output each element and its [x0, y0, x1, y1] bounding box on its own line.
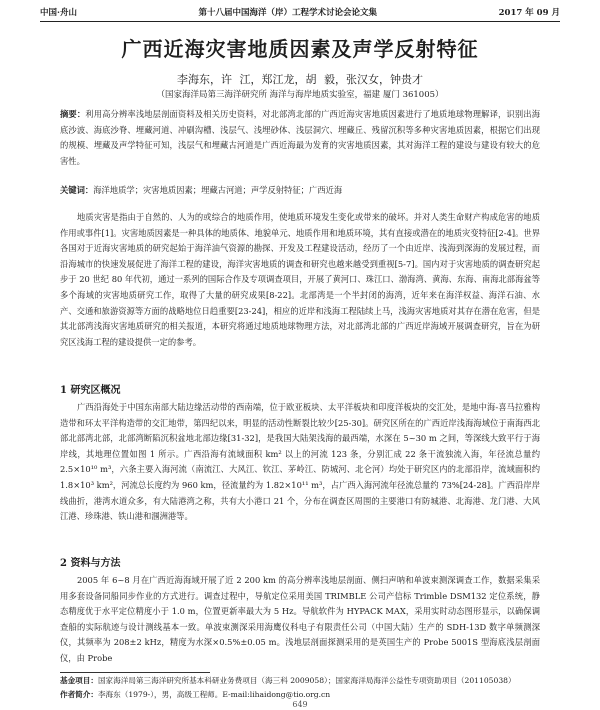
author-list: 李海东，许 江，郑江龙，胡 毅，张汉女，钟贵才 [177, 73, 423, 86]
paper-title: 广西近海灾害地质因素及声学反射特征 [121, 37, 479, 61]
footnote-author [60, 689, 540, 700]
author-bio-text: 李海东（1979-），男，高级工程师。E-mail:lihaidong@tio.org.cn [97, 690, 331, 699]
footnote-fund [60, 675, 540, 686]
section-1-text: 广西沿海处于中国东南部大陆边缘活动带的西南端，位于欧亚板块、太平洋板块和印度洋板块的交汇处，是地中海-喜马拉雅构造带和环太平洋构造带的交汇地带，第四纪以来，明显的活动性断裂比较少[25-30]。研究区所在的广西近岸浅海海域位于南海西北部北部湾北部，北部湾断陷沉积盆地北部边缘[31-32]，是我国大陆架浅海的最西端，水深在 5~30 m 之间，等深线大致平行于海岸线，其地理位置如图 1 所示。广西沿海有流域面积 km² 以上的河流 123 条，分别汇成 22 条干流独流入海，年径流总量约 2.5×10¹⁰ m³，六条主要入海河流（南流江、大风江、钦江、茅岭江、防城河、北仑河）均处于研究区内的北部沿岸，流域面积约 1.8×10³ km²，河流总长度约为 960 km，径流量约为 1.82×10¹¹ m³，占广西入海河流年径流总量约 73%[24-28]。广西沿岸岸线曲折，港湾水道众多，有大陆港湾之称，共有大小港口 21 个，分布在调查区周围的主要港口有防城港、北海港、龙门港、大风江港、珍珠港、铁山港和涠洲港等。 [60, 402, 540, 522]
abstract [60, 107, 540, 169]
intro-paragraph: 地质灾害是指由于自然的、人为的或综合的地质作用，使地质环境发生变化或带来的破坏。并对人类生命财产构成危害的地质作用或事件[1]。灾害地质因素是一种具体的地质体、地貌单元、地质作用和地质环境，其有直接或潜在的地质灾变特征[2-4]。世界各国对于近海灾害地质的研究起始于海洋油气资源的勘探、开发及工程建设活动，经历了一个由近岸、浅海到深海的发展过程，而沿海城市的快速发展促进了海洋工程的建设，海洋灾害地质的调查和研究也越来越受到重视[5-7]。国内对于灾害地质的调查研究起步于 20 世纪 80 年代初，通过一系列的国际合作及专项调查项目，开展了黄河口、珠江口、渤海湾、黄海、东海、南海北部海盆等多个海域的灾害地质研究工作，取得了大量的研究成果[8-22]。北部湾是一个半封闭的海湾，近年来在海洋权益、海洋石油、水产、交通和旅游资源等方面的战略地位日趋重要[23-24]，相应的近岸和浅海工程陆续上马，浅海灾害地质对其存在潜在危害，但是其北部湾浅海灾害地质研究的相关报道，本研究将通过地质地球物理方法，对北部湾北部的广西近岸海域开展调查研究，旨在为研究区浅海工程的建设提供一定的参考。 [60, 212, 540, 347]
running-header [40, 4, 560, 20]
section-2-heading: 2 资料与方法 [60, 558, 121, 569]
header-location: 中国·舟山 [40, 8, 77, 18]
keywords-label: 关键词： [60, 185, 94, 195]
affiliation: （国家海洋局第三海洋研究所 海洋与海岸地质实验室，福建 厦门 361005） [156, 90, 444, 100]
page-number: 649 [292, 700, 308, 709]
footnote-rule [60, 672, 210, 673]
author-bio-label: 作者简介： [60, 690, 98, 699]
section-1-heading: 1 研究区概况 [60, 385, 121, 396]
header-proceedings: 第十八届中国海洋（岸）工程学术讨论会论文集 [198, 8, 378, 18]
keywords-text: 海洋地质学；灾害地质因素；埋藏古河道；声学反射特征；广西近海 [93, 185, 343, 195]
fund-text: 国家海洋局第三海洋研究所基本科研业务费项目（海三科 2009058）；国家海洋局海洋公益性专项资助项目（201105038） [97, 676, 516, 685]
abstract-label: 摘要： [60, 109, 86, 119]
keywords [60, 183, 540, 199]
header-rule [40, 21, 560, 22]
header-date: 2017 年 09 月 [498, 8, 560, 18]
section-2-text: 2005 年 6~8 月在广西近海海域开展了近 2 200 km 的高分辨率浅地层剖面、侧扫声呐和单波束测深调查工作，数据采集采用多套设备同船同步作业的方式进行。调查过程中，导航定位采用美国 TRIMBLE 公司产信标 Trimble DSM132 定位系统，静态精度优于水平定位精度小于 1.0 m，位置更新率最大为 5 Hz。导航软件为 HYPACK MAX，采用实时动态图形显示，以确保调查船的实际航迹与设计测线基本一致。单波束测深采用海鹰仪科电子有限责任公司（中国大陆）生产的 SDH-13D 数字单频测深仪，其频率为 208±2 kHz，精度为水深×0.5%±0.05 m。浅地层剖面探测采用的是英国生产的 Probe 5001S 型海底浅层剖面仪，由 Probe [60, 575, 540, 663]
abstract-text: 利用高分辨率浅地层剖面资料及相关历史资料，对北部湾北部的广西近海灾害地质因素进行了地质地球物理解译，识别出海底沙波、海底沙脊、埋藏河道、冲刷沟槽、浅层气、浅埋砂体、浅层洞穴、埋藏丘、残留沉积等多种灾害地质因素，根据它们出现的规模、埋藏及声学特征可知，浅层气和埋藏古河道是广西近海最为发育的灾害地质因素，其对海洋工程的建设与建设有较大的危害性。 [60, 109, 540, 166]
fund-label: 基金项目： [60, 676, 98, 685]
